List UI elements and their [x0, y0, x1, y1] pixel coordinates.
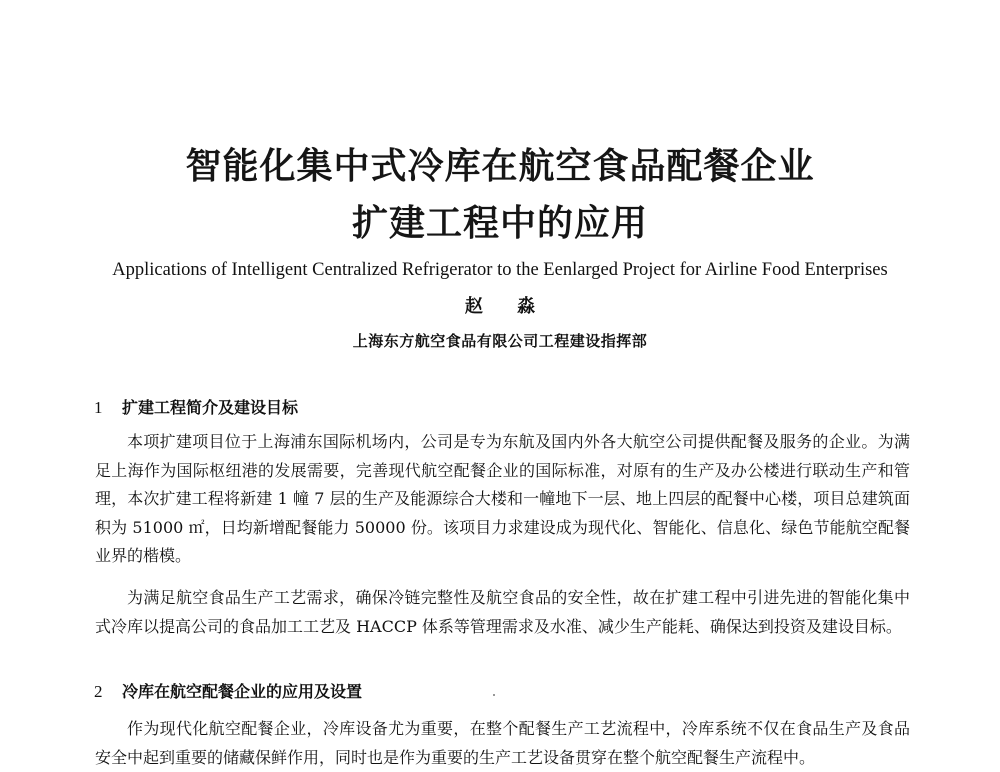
body-paragraph: 为满足航空食品生产工艺需求，确保冷链完整性及航空食品的安全性，故在扩建工程中引进先进的智能化集中式冷库以提高公司的食品加工工艺及 HACCP 体系等管理需求及水准、减少生产能耗、确保达到投资及建设目标。 — [95, 588, 910, 636]
section-number: 1 — [94, 398, 103, 417]
body-paragraph: 本项扩建项目位于上海浦东国际机场内，公司是专为东航及国内外各大航空公司提供配餐及服务的企业。为满足上海作为国际枢纽港的发展需要，完善现代航空配餐企业的国际标准，对原有的生产及办公楼进行联动生产和管理，本次扩建工程将新建 1 幢 7 层的生产及能源综合大楼和一幢地下一层、地上四层的配餐中心楼，项目总建筑面积为 51000 ㎡，日均新增配餐能力 50000 份。该项目力求建设成为现代化、智能化、信息化、绿色节能航空配餐业界的楷模。 — [95, 432, 910, 565]
section-heading-1 — [94, 397, 298, 419]
author-affiliation: 上海东方航空食品有限公司工程建设指挥部 — [352, 332, 648, 350]
english-title: Applications of Intelligent Centralized Refrigerator to the Eenlarged Project for Airline Food Enterprises — [112, 260, 888, 280]
scan-speck — [493, 694, 495, 696]
section-title: 冷库在航空配餐企业的应用及设置 — [122, 682, 363, 701]
section-title: 扩建工程简介及建设目标 — [122, 398, 299, 417]
paper-title-line-2: 扩建工程中的应用 — [351, 203, 648, 244]
section-heading-2 — [94, 681, 362, 703]
body-paragraph: 作为现代化航空配餐企业，冷库设备尤为重要，在整个配餐生产工艺流程中，冷库系统不仅在食品生产及食品安全中起到重要的储藏保鲜作用，同时也是作为重要的生产工艺设备贯穿在整个航空配餐生产流程中。 — [95, 719, 910, 767]
paper-title-line-1: 智能化集中式冷库在航空食品配餐企业 — [185, 146, 815, 187]
author-name: 赵 淼 — [464, 296, 550, 317]
section-number: 2 — [94, 682, 103, 701]
